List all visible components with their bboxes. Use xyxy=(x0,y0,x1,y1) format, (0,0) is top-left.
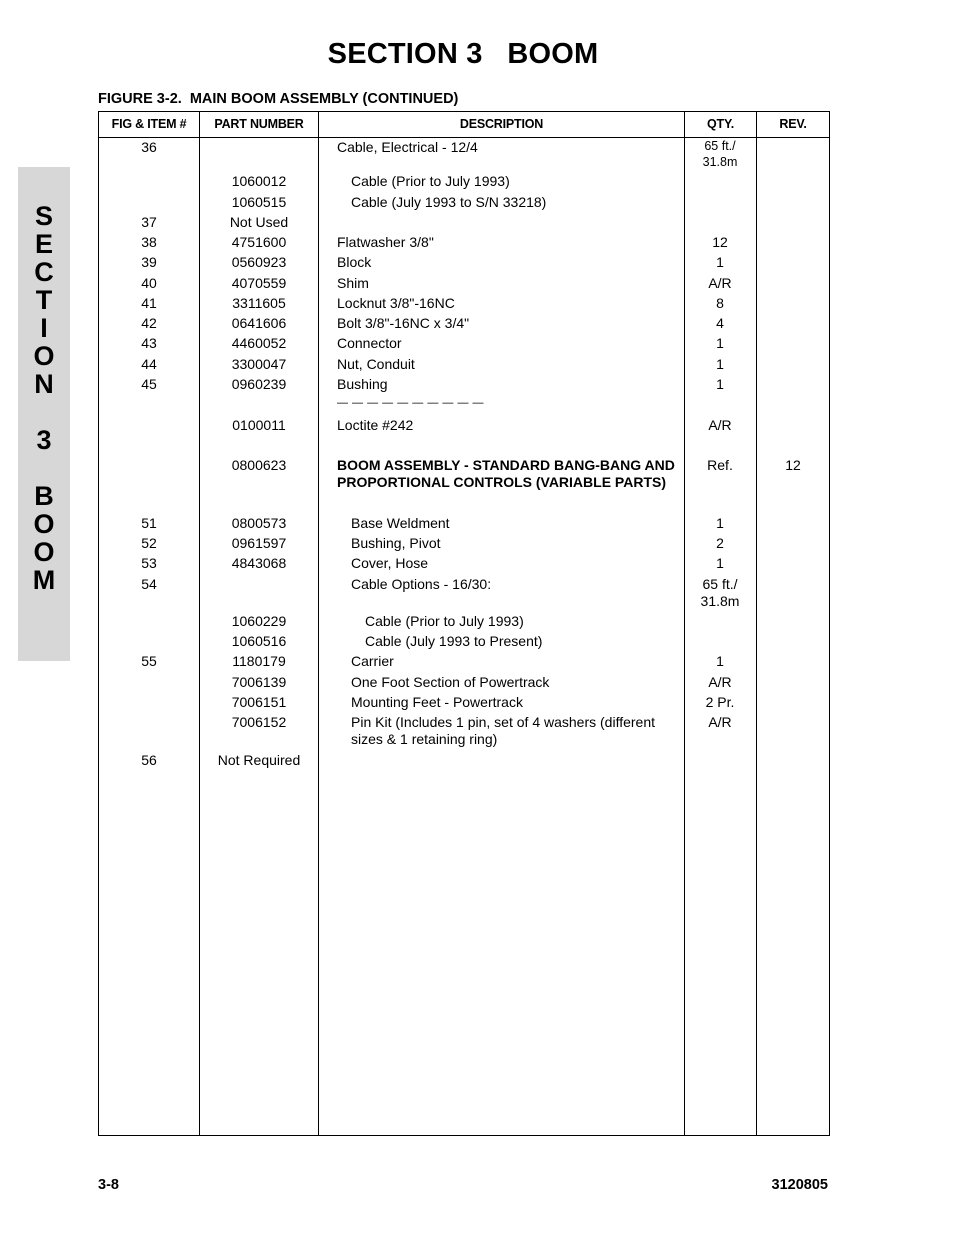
row-description: Connector xyxy=(337,335,402,351)
row-description: Cover, Hose xyxy=(351,555,429,571)
row-part-number: 0800573 xyxy=(231,515,287,531)
row-item-number: 39 xyxy=(141,254,157,270)
row-item-number: 54 xyxy=(141,576,157,592)
row-qty: 1 xyxy=(716,376,724,392)
row-description: Loctite #242 xyxy=(337,417,414,433)
sidebar-letter: M xyxy=(32,565,56,595)
header-fig-item: FIG & ITEM # xyxy=(111,117,187,131)
row-qty: 65 ft./ 31.8m xyxy=(702,139,738,169)
row-part-number: 1060229 xyxy=(231,613,287,629)
row-qty: 2 xyxy=(716,535,724,551)
row-qty: 65 ft./ 31.8m xyxy=(700,576,740,609)
row-part-number: 1060516 xyxy=(231,633,287,649)
sidebar-letter: B xyxy=(34,481,54,511)
row-item-number: 55 xyxy=(141,653,157,669)
header-rev: REV. xyxy=(779,117,807,131)
row-qty: 1 xyxy=(716,515,724,531)
row-description: Cable (July 1993 to Present) xyxy=(365,633,543,649)
row-qty: 1 xyxy=(716,356,724,372)
sidebar-letter: E xyxy=(34,229,53,259)
document-number: 3120805 xyxy=(771,1177,828,1193)
row-description: Block xyxy=(337,254,372,270)
row-part-number: 7006152 xyxy=(231,714,287,730)
header-description: DESCRIPTION xyxy=(459,117,544,131)
row-description: One Foot Section of Powertrack xyxy=(351,674,550,690)
sidebar-letter: T xyxy=(35,285,53,315)
sidebar-letter: I xyxy=(40,313,48,343)
sidebar-letter: C xyxy=(34,257,54,287)
row-description: Carrier xyxy=(351,653,394,669)
row-qty: A/R xyxy=(708,417,732,433)
header-qty: QTY. xyxy=(707,117,734,131)
parts-table xyxy=(98,111,830,1136)
row-qty: 1 xyxy=(716,254,724,270)
sidebar-letter: N xyxy=(34,369,54,399)
section-title: SECTION 3 BOOM xyxy=(327,38,599,70)
row-description: BOOM ASSEMBLY - STANDARD BANG-BANG AND PROPORTIONAL CONTROLS (VARIABLE PARTS) xyxy=(337,457,675,490)
sidebar-letter: O xyxy=(33,341,55,371)
row-qty: 4 xyxy=(716,315,724,331)
column-divider xyxy=(318,112,319,1135)
row-description: Mounting Feet - Powertrack xyxy=(351,694,523,710)
row-item-number: 40 xyxy=(141,275,157,291)
row-description: Locknut 3/8"-16NC xyxy=(337,295,455,311)
row-part-number: 0800623 xyxy=(231,457,287,473)
row-item-number: 56 xyxy=(141,752,157,768)
row-description: Pin Kit (Includes 1 pin, set of 4 washers (different sizes & 1 retaining ring) xyxy=(351,714,656,747)
row-part-number: 1060515 xyxy=(231,194,287,210)
row-item-number: 38 xyxy=(141,234,157,250)
column-divider xyxy=(756,112,757,1135)
row-part-number: 7006151 xyxy=(231,694,287,710)
row-qty: 1 xyxy=(716,335,724,351)
row-part-number: 4460052 xyxy=(231,335,287,351)
figure-title: FIGURE 3-2. MAIN BOOM ASSEMBLY (CONTINUED) xyxy=(98,91,459,107)
row-description: Nut, Conduit xyxy=(337,356,415,372)
row-part-number: Not Required xyxy=(217,752,301,768)
row-qty: 8 xyxy=(716,295,724,311)
sidebar-letter: S xyxy=(34,201,53,231)
section-sidebar-tab xyxy=(18,167,70,661)
row-part-number: 0560923 xyxy=(231,254,287,270)
row-qty: A/R xyxy=(708,714,732,730)
row-part-number: 3311605 xyxy=(232,295,286,311)
row-description: Cable (July 1993 to S/N 33218) xyxy=(351,194,547,210)
row-description: Bolt 3/8"-16NC x 3/4" xyxy=(337,315,470,331)
row-description: Cable (Prior to July 1993) xyxy=(365,613,524,629)
row-qty: Ref. xyxy=(707,457,733,473)
row-part-number: 0960239 xyxy=(231,376,287,392)
row-item-number: 42 xyxy=(141,315,157,331)
row-part-number: 0641606 xyxy=(231,315,287,331)
row-item-number: 51 xyxy=(141,515,157,531)
row-part-number: 1180179 xyxy=(232,653,286,669)
row-part-number: Not Used xyxy=(229,214,289,230)
row-description: Base Weldment xyxy=(351,515,450,531)
row-item-number: 45 xyxy=(141,376,157,392)
row-description: Shim xyxy=(337,275,369,291)
row-item-number: 53 xyxy=(141,555,157,571)
row-description: Cable Options - 16/30: xyxy=(351,576,492,592)
row-qty: 1 xyxy=(716,555,724,571)
sidebar-letter: O xyxy=(33,537,55,567)
row-item-number: 43 xyxy=(141,335,157,351)
row-rev: 12 xyxy=(785,457,801,473)
row-description: Flatwasher 3/8" xyxy=(337,234,434,250)
row-qty: 1 xyxy=(716,653,724,669)
row-part-number: 3300047 xyxy=(231,356,287,372)
row-item-number: 44 xyxy=(141,356,157,372)
sidebar-letter: O xyxy=(33,509,55,539)
row-qty: 2 Pr. xyxy=(705,694,735,710)
row-description: Bushing, Pivot xyxy=(351,535,441,551)
row-item-number: 37 xyxy=(141,214,157,230)
row-part-number: 0100011 xyxy=(232,417,286,433)
row-qty: A/R xyxy=(708,674,732,690)
row-part-number: 0961597 xyxy=(231,535,287,551)
row-part-number: 1060012 xyxy=(231,173,287,189)
dash-separator: — — — — — — — — — — xyxy=(337,397,485,409)
row-item-number: 36 xyxy=(141,139,157,155)
row-part-number: 4070559 xyxy=(231,275,287,291)
row-description: Bushing xyxy=(337,376,388,392)
row-item-number: 52 xyxy=(141,535,157,551)
sidebar-letter: 3 xyxy=(36,425,52,455)
row-part-number: 4751600 xyxy=(231,234,287,250)
page-number: 3-8 xyxy=(98,1177,119,1193)
row-item-number: 41 xyxy=(141,295,157,311)
header-part-number: PART NUMBER xyxy=(214,117,304,131)
row-description: Cable, Electrical - 12/4 xyxy=(337,139,478,155)
row-part-number: 4843068 xyxy=(231,555,287,571)
row-qty: 12 xyxy=(712,234,728,250)
row-part-number: 7006139 xyxy=(231,674,287,690)
row-qty: A/R xyxy=(708,275,732,291)
row-description: Cable (Prior to July 1993) xyxy=(351,173,510,189)
